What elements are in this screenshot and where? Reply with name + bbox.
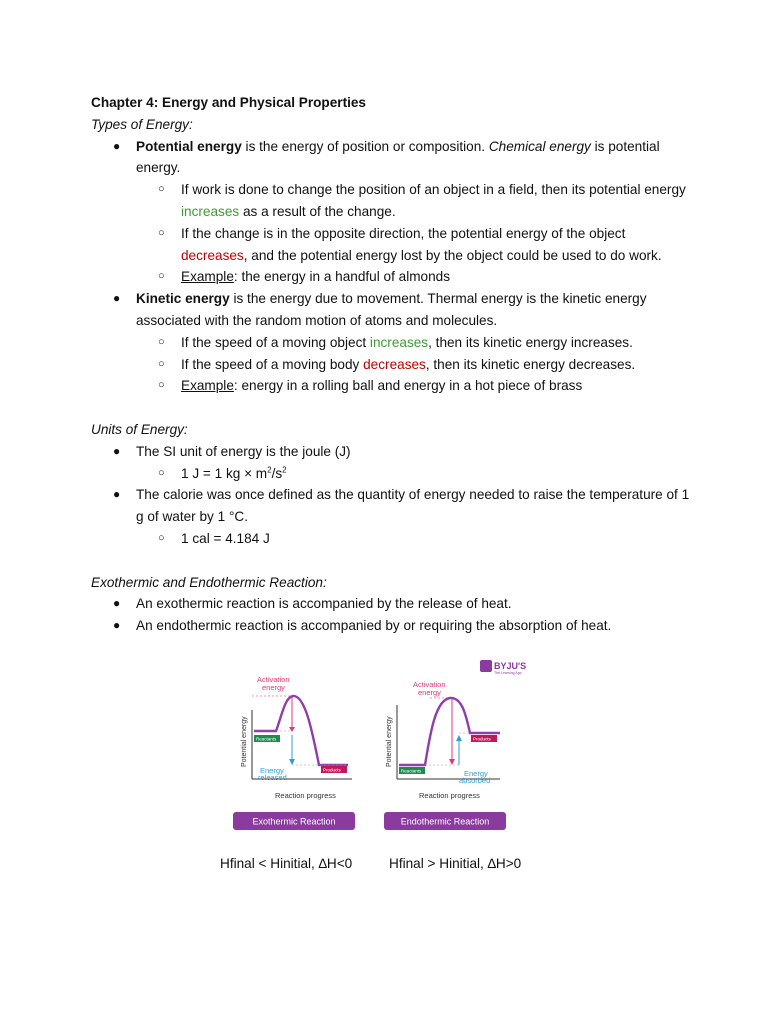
list-item [91,223,691,267]
document-page [91,92,691,637]
calorie-text: The calorie was once defined as the quantity of energy needed to raise the temperature of 1 g of water by 1 °C. [136,487,690,525]
units-heading: Units of Energy: [91,421,188,437]
energy-released-label-2: released [258,773,287,782]
circle-bullet-icon: ○ [158,183,165,196]
bullet-icon: ● [113,443,121,458]
activation-label-2: energy [418,688,441,697]
list-item [91,441,691,463]
list-item [91,136,691,180]
arrowhead-icon [456,735,462,741]
reactants-label: Reactants [401,768,422,774]
list-item [91,179,691,223]
example-text: : the energy in a handful of almonds [233,269,451,285]
types-list [91,136,691,398]
products-label: Products [323,767,341,773]
endothermic-diagram [384,680,506,830]
units-list [91,441,691,550]
brand-tagline: The Learning App [494,671,522,675]
activation-label: Activation [257,675,290,684]
circle-bullet-icon: ○ [158,335,165,348]
energy-curve [399,698,500,765]
x-axis-label: Reaction progress [419,791,480,800]
exothermic-formula: Hfinal < Hinitial, ∆H<0 [220,856,353,871]
potential-text-2: is potential energy. [136,138,660,176]
circle-bullet-icon: ○ [158,466,165,479]
sub-text: If the change is in the opposite direction, the potential energy of the object [181,225,626,241]
sub-text: as a result of the change. [239,203,396,219]
y-axis-label: Potential energy [241,716,248,767]
bullet-icon: ● [113,291,121,306]
example-text: : energy in a rolling ball and energy in a hot piece of brass [233,378,583,394]
kinetic-text: is the energy due to movement. Thermal energy is the kinetic energy associated with the random motion of atoms and molecules. [136,291,647,328]
energy-absorbed-label: Energy [464,769,488,778]
sub-text: , then its kinetic energy decreases. [425,356,636,372]
activation-label: Activation [413,680,446,689]
list-item [91,354,691,376]
list-item [91,266,691,288]
list-item [91,528,691,550]
sub-text: , and the potential energy lost by the object could be used to do work. [243,247,662,263]
keyword-increases: increases [369,334,429,350]
list-item [91,615,691,637]
circle-bullet-icon: ○ [158,357,165,370]
list-item [91,484,691,528]
y-axis-label: Potential energy [386,716,393,767]
list-item [91,332,691,354]
potential-term: Potential energy [136,138,242,154]
brand-logo-icon [480,660,492,672]
energy-diagrams [230,655,530,835]
bullet-icon: ● [113,596,121,611]
list-item [91,463,691,485]
arrowhead-icon [449,759,455,765]
bullet-icon: ● [113,618,121,633]
arrowhead-icon [289,759,295,765]
bullet-icon: ● [113,487,121,502]
joule-equation-part: /s [271,465,283,481]
endothermic-banner-label: Endothermic Reaction [400,816,490,827]
energy-released-label: Energy [260,766,284,775]
x-axis-label: Reaction progress [275,791,336,800]
joule-equation: 1 J = 1 kg × m [181,465,268,481]
chemical-term: Chemical energy [488,138,591,154]
endothermic-formula: Hfinal > Hinitial, ∆H>0 [389,856,522,871]
sub-text: , then its kinetic energy increases. [428,334,633,350]
sub-text: If the speed of a moving object [181,334,370,350]
circle-bullet-icon: ○ [158,379,165,392]
kinetic-term: Kinetic energy [136,291,230,307]
keyword-decreases: decreases [363,356,426,372]
exothermic-banner-label: Exothermic Reaction [252,816,336,827]
sub-text: If the speed of a moving body [181,356,364,372]
exothermic-diagram [233,675,355,830]
energy-absorbed-label-2: absorbed [459,776,491,785]
example-label: Example [181,378,234,394]
reactions-list [91,593,691,637]
potential-text: is the energy of position or composition. [241,138,489,154]
products-label: Products [473,736,491,742]
energy-diagram-figure [230,655,530,835]
energy-curve [254,696,348,765]
bullet-icon: ● [113,138,121,153]
list-item [91,593,691,615]
example-label: Example [181,269,234,285]
circle-bullet-icon: ○ [158,531,165,544]
list-item [91,375,691,397]
reactants-label: Reactants [256,736,277,742]
superscript: 2 [267,465,272,475]
endothermic-text: An endothermic reaction is accompanied by or requiring the absorption of heat. [136,618,612,634]
activation-label-2: energy [262,683,285,692]
keyword-increases: increases [181,203,240,219]
superscript: 2 [282,465,287,475]
brand-name: BYJU'S [494,661,527,671]
list-item [91,288,691,332]
calorie-equation: 1 cal = 4.184 J [181,530,270,546]
sub-text: If work is done to change the position of an object in a field, then its potential energy [181,182,686,198]
reactions-heading: Exothermic and Endothermic Reaction: [91,574,327,590]
chapter-title: Chapter 4: Energy and Physical Properties [91,95,366,110]
keyword-decreases: decreases [181,247,244,263]
exothermic-text: An exothermic reaction is accompanied by the release of heat. [136,596,512,612]
si-unit-text: The SI unit of energy is the joule (J) [136,443,351,459]
circle-bullet-icon: ○ [158,270,165,283]
circle-bullet-icon: ○ [158,226,165,239]
types-heading: Types of Energy: [91,116,193,132]
